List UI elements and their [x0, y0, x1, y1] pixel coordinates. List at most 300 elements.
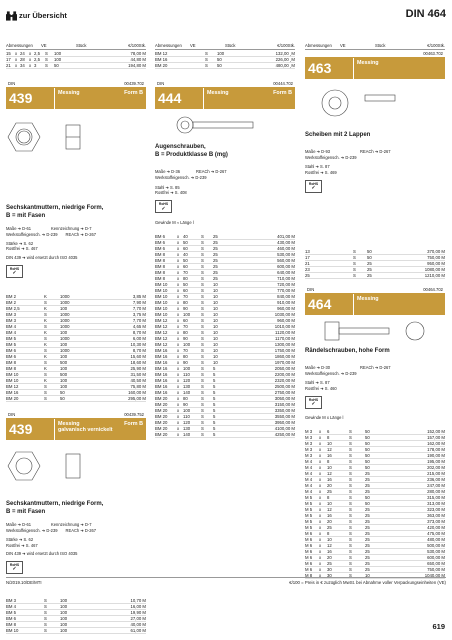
table-cell: 750,00 M — [427, 567, 445, 573]
table-cell: 100 — [60, 330, 68, 336]
table-cell: 50 — [183, 282, 188, 288]
table-cell: S — [349, 555, 352, 561]
table-cell: BM 16 — [6, 390, 19, 396]
table-cell: BM 20 — [155, 402, 168, 408]
table-row[interactable] — [155, 63, 295, 69]
table-cell: x — [177, 252, 180, 258]
table-cell: 10 — [327, 441, 332, 447]
table-cell: 80 — [183, 276, 188, 282]
table-cell: 3,85 M — [132, 294, 146, 300]
table-cell: BM 10 — [155, 312, 168, 318]
specs — [305, 365, 445, 393]
table-cell: 100 — [60, 604, 68, 610]
table-cell: BM 10 — [155, 282, 168, 288]
table-cell: S — [201, 372, 204, 378]
table-cell: S — [349, 441, 352, 447]
table-cell: K — [44, 318, 47, 324]
table-cell: 5 — [213, 426, 216, 432]
form-label: Form B — [124, 89, 143, 96]
column-header: €/100Stk. — [128, 43, 146, 48]
table-cell: 2320,00 M — [274, 378, 295, 384]
column-1 — [6, 43, 146, 634]
table-cell: 50 — [365, 441, 370, 447]
table-cell: 295,00 M — [128, 396, 146, 402]
table-cell: 25 — [365, 525, 370, 531]
table-cell: 960,00 M — [277, 318, 295, 324]
table-cell: 3150,00 M — [274, 402, 295, 408]
spec-link[interactable]: REACh ➔ D-267 — [65, 231, 97, 237]
table-cell: 19,90 M — [130, 610, 146, 616]
table-cell: S — [349, 495, 352, 501]
table-cell: S — [349, 459, 352, 465]
table-cell: 600,00 M — [277, 264, 295, 270]
table-cell: 10,30 M — [130, 342, 146, 348]
table-cell: BM 10 — [155, 300, 168, 306]
table-cell: S — [201, 360, 204, 366]
table-cell: 5 — [213, 432, 216, 438]
table-cell: x — [177, 330, 180, 336]
product-code: 439 — [6, 88, 54, 109]
table-cell: x — [177, 246, 180, 252]
table-cell: S — [44, 598, 47, 604]
spec-link[interactable]: Stahl ➔ S. 87 — [305, 380, 330, 386]
table-cell: M 5 — [305, 501, 313, 507]
table-cell: 1000 — [60, 294, 70, 300]
table-cell: 50 — [217, 57, 222, 63]
table-cell: 950,00 M — [427, 261, 445, 267]
table-cell: BM 12 — [155, 330, 168, 336]
page-number: 619 — [432, 622, 445, 631]
table-cell: 7,70 M — [132, 306, 146, 312]
table-cell: 1860,00 M — [274, 354, 295, 360]
table-cell: 2050,00 M — [274, 366, 295, 372]
table-cell: 1750,00 M — [274, 348, 295, 354]
table-cell: K — [44, 378, 47, 384]
spec-link[interactable]: Stahl ➔ S. 87 — [305, 164, 330, 170]
spec-link[interactable]: Rostfrei ➔ S. 467 — [6, 542, 38, 548]
spec-link[interactable]: Werkstoffeigensch. ➔ D-239 — [6, 527, 58, 533]
table-cell: S — [201, 426, 204, 432]
check-icon: ✓ — [161, 205, 166, 212]
column-header: Stück — [375, 43, 386, 48]
table-cell: x — [177, 324, 180, 330]
table-cell: S — [353, 273, 356, 279]
specs — [155, 169, 295, 197]
table-cell: 17 — [305, 255, 310, 261]
column-header: €/100Stk. — [427, 43, 445, 48]
spec-link[interactable]: Rostfrei ➔ S. 408 — [155, 190, 187, 196]
table-cell: 25 — [213, 252, 218, 258]
table-cell: S — [201, 276, 204, 282]
column-header: VE — [340, 43, 346, 48]
material: Messing — [357, 295, 379, 302]
spec-link[interactable]: Kennzeichnung ➔ D-7 — [51, 225, 92, 231]
table-cell: S — [44, 336, 47, 342]
table-cell: 20 — [327, 483, 332, 489]
spec-link[interactable]: Maße ➔ D-36 — [155, 168, 181, 174]
table-cell: S — [201, 318, 204, 324]
table-cell: 25 — [327, 561, 332, 567]
specs — [6, 226, 146, 262]
table-cell: S — [44, 390, 47, 396]
table-cell: 110 — [183, 372, 190, 378]
product-description: Sechskantmuttern, niedrige Form, B = mit Fasen — [6, 204, 104, 219]
table-cell: 560,00 M — [277, 258, 295, 264]
table-cell: 40 — [183, 234, 188, 240]
table-cell: 20 — [327, 519, 332, 525]
spec-link[interactable]: Rostfrei ➔ S. 469 — [305, 170, 337, 176]
table-cell: 140 — [183, 390, 191, 396]
table-cell: 15,60 M — [130, 354, 146, 360]
spec-link[interactable]: REACh ➔ D-267 — [65, 527, 97, 533]
table-cell: S — [201, 396, 204, 402]
table-cell: 8 — [327, 459, 330, 465]
table-cell: 60 — [183, 318, 188, 324]
table-row[interactable] — [305, 273, 445, 279]
table-cell: S — [353, 267, 356, 273]
table-cell: 3350,00 M — [274, 408, 295, 414]
page-title: DIN 464 — [405, 8, 446, 20]
spec-link[interactable]: Werkstoffeigensch. ➔ D-239 — [6, 231, 58, 237]
table-cell: BM 6 — [6, 348, 17, 354]
table-cell: 1210,00 M — [424, 273, 445, 279]
table-cell: 130 — [183, 384, 191, 390]
table-cell: M 4 — [305, 489, 313, 495]
table-cell: 530,00 M — [277, 252, 295, 258]
table-cell: 1300,00 M — [274, 342, 295, 348]
table-cell: 25 — [367, 267, 372, 273]
table-cell: 25 — [367, 273, 372, 279]
table-cell: 6,00 M — [132, 336, 146, 342]
table-cell: 75,80 M — [130, 384, 146, 390]
table-cell: BM 16 — [155, 360, 168, 366]
table-cell: x — [177, 318, 180, 324]
back-link-label[interactable]: zur Übersicht — [19, 11, 67, 21]
table-cell: S — [349, 549, 352, 555]
table-cell: K — [44, 330, 47, 336]
table-cell: 4,65 M — [132, 324, 146, 330]
spec-link[interactable]: Stahl ➔ S. 85 — [155, 184, 180, 190]
table-cell: 215,00 M — [427, 471, 445, 477]
table-cell: S — [349, 429, 352, 435]
table-cell: S — [349, 453, 352, 459]
table-cell: S — [201, 270, 204, 276]
column-header: Stück — [76, 43, 87, 48]
table-cell: 202,00 M — [427, 465, 445, 471]
table-cell: 7,70 M — [132, 318, 146, 324]
table-cell: x — [177, 348, 180, 354]
table-cell: 5 — [213, 378, 216, 384]
table-cell: 25 — [213, 270, 218, 276]
table-cell: S — [349, 573, 352, 579]
spec-link[interactable]: REACh ➔ D-267 — [196, 168, 227, 174]
table-cell: S — [45, 63, 48, 69]
table-cell: x — [177, 432, 180, 438]
table-caption: Gewinde M ≈ Länge l — [155, 220, 194, 226]
table-cell: M 5 — [305, 519, 313, 525]
table-cell: 50 — [60, 390, 65, 396]
table-cell: K — [44, 366, 47, 372]
table-cell: 50 — [365, 447, 370, 453]
table-cell: x — [319, 507, 322, 513]
table-cell: 100 — [60, 616, 68, 622]
table-cell: BM 8 — [6, 366, 17, 372]
table-cell: 910,00 M — [277, 300, 295, 306]
spec-link[interactable]: Werkstoffeigensch. ➔ D-239 — [305, 154, 357, 160]
column-header: Stück — [225, 43, 236, 48]
back-link[interactable] — [6, 11, 67, 21]
spec-link[interactable]: Maße ➔ D-61 — [6, 225, 32, 231]
table-cell: M 6 — [305, 549, 313, 555]
table-cell: x — [177, 396, 180, 402]
spec-link[interactable]: Werkstoffeigensch. ➔ D-239 — [155, 174, 207, 180]
spec-link[interactable]: Rostfrei ➔ S. 467 — [6, 246, 38, 252]
table-cell: S — [44, 622, 47, 628]
table-row[interactable] — [6, 396, 146, 402]
table-cell: M 4 — [305, 477, 313, 483]
table-cell: BM 4 — [6, 324, 17, 330]
table-cell: S — [44, 604, 47, 610]
table-cell: x — [319, 525, 322, 531]
table-cell: x — [15, 63, 18, 69]
table-cell: 70 — [183, 348, 188, 354]
table-cell: S — [349, 471, 352, 477]
spec-link[interactable]: Maße ➔ D-61 — [6, 521, 32, 527]
table-cell: 313,00 M — [427, 501, 445, 507]
table-cell: 6 — [327, 429, 330, 435]
drawing-area — [305, 79, 445, 131]
table-cell: S — [349, 465, 352, 471]
table-cell: x — [319, 471, 322, 477]
product-number: 00439.702 — [124, 81, 144, 87]
table-cell: M 8 — [305, 573, 313, 579]
product-header-464 — [305, 294, 445, 315]
table-cell: 10 — [327, 465, 332, 471]
table-cell: S — [44, 616, 47, 622]
table-cell: S — [201, 336, 204, 342]
table-cell: S — [349, 561, 352, 567]
table-cell: BM 6 — [6, 616, 17, 622]
rohs-badge: RoHS ✓ — [305, 396, 322, 409]
table-cell: BM 4 — [6, 330, 17, 336]
din-label: DIN — [8, 81, 16, 87]
product-description: Scheiben mit 2 Lappen — [305, 131, 371, 138]
table-cell: 25 — [367, 261, 372, 267]
table-cell: x — [319, 501, 322, 507]
table-cell: 40 — [183, 252, 188, 258]
table-cell: 480,00 ¸M — [275, 63, 295, 69]
spec-link[interactable]: Stärke ➔ S. 62 — [6, 240, 34, 246]
table-cell: 16 — [327, 453, 332, 459]
eyebolt-drawing — [155, 113, 285, 141]
table-row[interactable] — [6, 628, 146, 634]
table-cell: 44,80 M — [130, 57, 146, 63]
table-header — [6, 43, 146, 50]
table-cell: S — [44, 360, 47, 366]
table-cell: S — [349, 507, 352, 513]
table-cell: 27,00 M — [130, 616, 146, 622]
table-cell: BM 20 — [155, 396, 168, 402]
spec-link[interactable]: Maße ➔ D-30 — [305, 364, 331, 370]
column-2 — [155, 43, 295, 438]
table-cell: 50 — [365, 435, 370, 441]
spec-link[interactable]: Werkstoffeigensch. ➔ D-239 — [305, 370, 357, 376]
table-cell: 60 — [183, 264, 188, 270]
table-cell: S — [349, 489, 352, 495]
table-cell: 475,00 M — [427, 531, 445, 537]
finish-label: galvanisch vernickelt — [58, 427, 113, 434]
footer-note: €/100 = Preis in € zuzüglich MwSt. bei Abnahme voller Verpackungseinheiten (VE) — [289, 580, 446, 585]
table-cell: 25 — [365, 537, 370, 543]
table-cell: 50 — [367, 249, 372, 255]
table-cell: 25,90 M — [130, 366, 146, 372]
table-cell: 100 — [183, 342, 191, 348]
table-cell: BM 16 — [155, 366, 168, 372]
table-cell: 100 — [60, 384, 68, 390]
spec-link[interactable]: Rostfrei ➔ S. 460 — [305, 386, 337, 392]
table-cell: M 3 — [305, 441, 313, 447]
table-row[interactable] — [155, 432, 295, 438]
table-cell: 152,00 M — [427, 429, 445, 435]
table-cell: 323,00 M — [427, 507, 445, 513]
table-cell: x — [177, 426, 180, 432]
washer-drawing — [305, 85, 435, 125]
table-cell: 2,5 — [34, 51, 40, 57]
table-cell: S — [201, 312, 204, 318]
table-cell: 25 — [365, 555, 370, 561]
column-header: Abmessungen — [305, 43, 332, 48]
table-cell: 40,50 M — [130, 378, 146, 384]
table-cell: 23 — [305, 267, 310, 273]
knurled-screw-drawing — [305, 319, 435, 345]
spec-link[interactable]: REACh ➔ D-267 — [360, 364, 391, 370]
table-cell: BM 16 — [155, 384, 168, 390]
table-cell: BM 2 — [6, 300, 17, 306]
table-cell: S — [201, 366, 204, 372]
spec-link[interactable]: Stärke ➔ S. 62 — [6, 536, 34, 542]
table-cell: 50 — [365, 465, 370, 471]
product-number: 00439.752 — [124, 412, 144, 418]
table-cell: x — [177, 372, 180, 378]
table-cell: 25 — [365, 507, 370, 513]
table-cell: BM 10 — [6, 628, 19, 634]
table-cell: 50 — [217, 63, 222, 69]
table-cell: 10 — [213, 348, 218, 354]
product-code: 444 — [155, 88, 203, 109]
spec-link[interactable]: REACh ➔ D-267 — [360, 148, 391, 154]
table-cell: 1010,00 M — [274, 324, 295, 330]
table-cell: x — [319, 537, 322, 543]
table-cell: 100 — [183, 408, 191, 414]
table-cell: BM 8 — [6, 360, 17, 366]
table-cell: S — [349, 483, 352, 489]
table-cell: S — [44, 348, 47, 354]
table-cell: 130 — [183, 426, 191, 432]
table-cell: 10 — [213, 312, 218, 318]
table-cell: K — [44, 342, 47, 348]
table-cell: 710,00 M — [277, 276, 295, 282]
table-cell: M 6 — [305, 537, 313, 543]
table-header — [305, 43, 445, 50]
table-cell: 25 — [365, 549, 370, 555]
table-cell: 10,70 M — [130, 598, 146, 604]
table-cell: 18,60 M — [130, 360, 146, 366]
product-number: 00464.702 — [423, 287, 443, 293]
table-cell: 1000 — [60, 318, 70, 324]
table-cell: 157,00 M — [427, 435, 445, 441]
table-row[interactable] — [6, 63, 146, 69]
table-cell: 90 — [183, 402, 188, 408]
table-cell: BM 16 — [155, 372, 168, 378]
column-header: Abmessungen — [155, 43, 182, 48]
spec-link[interactable]: Maße ➔ D-93 — [305, 148, 331, 154]
table-cell: x — [177, 360, 180, 366]
table-cell: 120 — [183, 420, 191, 426]
table-cell: BM 5 — [6, 342, 17, 348]
check-icon: ✓ — [311, 401, 316, 408]
table-cell: 100 — [183, 312, 191, 318]
table-cell: S — [205, 57, 208, 63]
table-cell: 226,00 ¸M — [275, 57, 295, 63]
table-cell: x — [177, 312, 180, 318]
table-cell: 315,00 M — [427, 495, 445, 501]
table-cell: x — [177, 420, 180, 426]
table-cell: BM 20 — [155, 432, 168, 438]
table-cell: 8,70 M — [132, 330, 146, 336]
product-code: 463 — [305, 58, 353, 79]
table-cell: M 5 — [305, 507, 313, 513]
spec-link[interactable]: Kennzeichnung ➔ D-7 — [51, 521, 92, 527]
table-cell: 50 — [60, 396, 65, 402]
table-cell: BM 16 — [155, 57, 168, 63]
table-cell: M 6 — [305, 567, 313, 573]
table-cell: 1030,00 M — [274, 312, 295, 318]
table-cell: 100 — [60, 306, 68, 312]
table-cell: S — [201, 300, 204, 306]
table-cell: 100 — [60, 354, 68, 360]
table-cell: 3 — [34, 63, 37, 69]
table-cell: BM 6 — [155, 234, 166, 240]
table-cell: 25 — [365, 519, 370, 525]
table-cell: M 6 — [305, 531, 313, 537]
table-cell: BM 20 — [155, 426, 168, 432]
table-cell: 1040,00 M — [424, 573, 445, 579]
table-cell: 1000 — [60, 336, 70, 342]
din-label: DIN — [157, 81, 165, 87]
table-cell: 10 — [365, 573, 370, 579]
table-cell: S — [201, 282, 204, 288]
table-cell: x — [29, 51, 32, 57]
table-cell: 1000 — [60, 312, 70, 318]
table-cell: 70 — [183, 324, 188, 330]
table-cell: 25 — [365, 561, 370, 567]
table-cell: 10 — [327, 537, 332, 543]
rohs-badge: RoHS ✓ — [6, 265, 23, 278]
table-cell: BM 6 — [6, 354, 17, 360]
table-cell: S — [349, 567, 352, 573]
table-cell: 28 — [20, 57, 25, 63]
table-cell: 90 — [183, 306, 188, 312]
table-cell: S — [44, 300, 47, 306]
table-cell: 8 — [327, 435, 330, 441]
table-cell: x — [177, 264, 180, 270]
table-cell: S — [205, 63, 208, 69]
column-header: Abmessungen — [6, 43, 33, 48]
din-label: DIN — [307, 287, 315, 293]
table-cell: BM 8 — [6, 622, 17, 628]
table-cell: S — [201, 288, 204, 294]
table-cell: S — [349, 477, 352, 483]
